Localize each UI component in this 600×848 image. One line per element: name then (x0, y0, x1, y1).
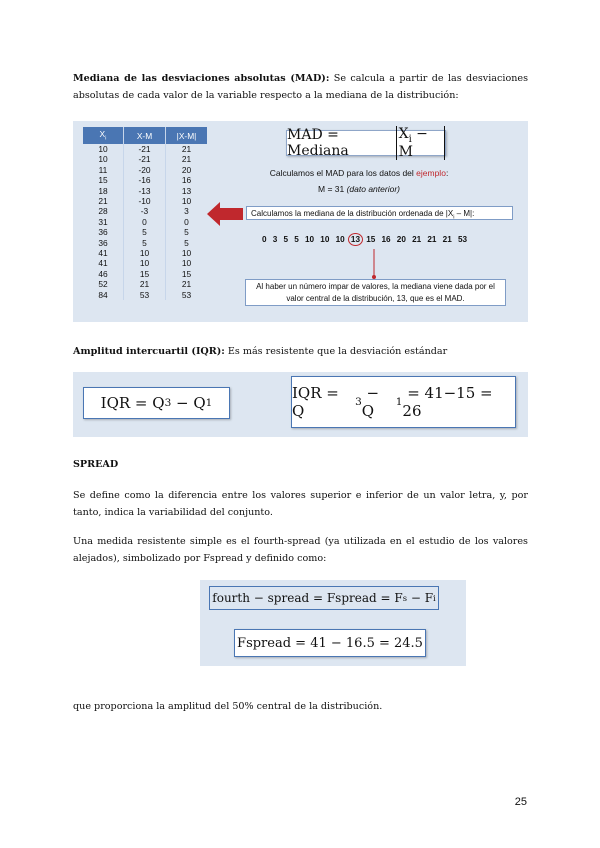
table-row (83, 238, 207, 248)
median-note: Al haber un número impar de valores, la mediana viene dada por el valor central de la distribución, 13, que es el MAD. (245, 279, 506, 306)
table-cell: 15 (181, 268, 192, 279)
spread-para2: Una medida resistente simple es el fourth-spread (ya utilizada en el estudio de los valores alejados), simbolizado por Fspread y definido como: (73, 536, 528, 564)
col-header-abs: |X-M| (166, 127, 208, 144)
table-cell: -21 (124, 144, 166, 154)
calc-text: Calculamos el MAD para los datos del ejemplo: (269, 168, 449, 178)
sorted-value: 5 (294, 235, 299, 244)
table-cell: 10 (83, 144, 124, 154)
fspread-result: Fspread = 41 − 16.5 = 24.5 (234, 629, 426, 657)
table-cell: 21 (181, 154, 192, 165)
sorted-value: 15 (366, 235, 376, 244)
table-cell: 41 (83, 258, 124, 268)
spread-para3: que proporciona la amplitud del 50% central de la distribución. (73, 701, 383, 712)
connector-line (369, 245, 379, 281)
median-value-circled: 13 (348, 233, 363, 246)
sorted-value: 10 (335, 235, 345, 244)
table-cell: 84 (83, 290, 124, 300)
col-header-x: $X_i$ (83, 127, 124, 144)
sorted-value: 20 (396, 235, 406, 244)
mad-title: Mediana de las desviaciones absolutas (MAD): (73, 73, 330, 84)
table-cell: 5 (184, 227, 189, 238)
left-arrow-icon (207, 202, 243, 226)
iqr-paragraph (73, 343, 528, 360)
col-header-x-m: X-M (124, 127, 166, 144)
table-cell: 18 (83, 186, 124, 196)
table-row (83, 217, 207, 227)
page-number: 25 (514, 796, 527, 808)
sorted-values (262, 235, 467, 244)
sorted-value: 0 (262, 235, 267, 244)
mad-formula: MAD = Mediana $X_i - M$ (286, 130, 446, 156)
mad-paragraph (73, 70, 528, 104)
table-row (83, 269, 207, 279)
table-cell: 3 (184, 206, 189, 217)
table-row (83, 206, 207, 216)
table-cell: 11 (83, 165, 124, 175)
table-cell: 10 (181, 258, 192, 269)
table-cell: 36 (83, 238, 124, 248)
mad-table (83, 127, 207, 300)
sorted-value: 21 (442, 235, 452, 244)
table-cell: 53 (124, 290, 166, 300)
table-cell: 10 (181, 248, 192, 259)
table-cell: -10 (124, 196, 166, 206)
table-cell: -3 (124, 206, 166, 216)
table-cell: 0 (184, 216, 189, 227)
table-row (83, 227, 207, 237)
table-row (83, 258, 207, 268)
table-cell: 21 (181, 279, 192, 290)
m-value: M = 31 (dato anterior) (318, 184, 400, 194)
table-cell: 21 (181, 144, 192, 154)
table-cell: 10 (124, 248, 166, 258)
table-cell: -21 (124, 154, 166, 164)
table-cell: 5 (124, 238, 166, 248)
sorted-value: 3 (272, 235, 278, 244)
mad-table-wrapper (83, 127, 207, 300)
sorted-value: 21 (412, 235, 422, 244)
table-cell: 21 (124, 279, 166, 289)
table-cell: 28 (83, 206, 124, 216)
iqr-text: Es más resistente que la desviación estándar (224, 346, 448, 357)
iqr-title: Amplitud intercuartil (IQR): (73, 346, 225, 357)
table-cell: 46 (83, 269, 124, 279)
table-cell: 31 (83, 217, 124, 227)
table-cell: 10 (83, 154, 124, 164)
table-cell: 13 (181, 185, 192, 196)
table-row (83, 144, 207, 154)
table-row (83, 175, 207, 185)
sorted-value: 5 (283, 235, 289, 244)
table-cell: 20 (181, 164, 192, 175)
sorted-value: 16 (381, 235, 391, 244)
table-cell: 41 (83, 248, 124, 258)
table-row (83, 154, 207, 164)
table-cell: -16 (124, 175, 166, 185)
sorted-value: 10 (305, 235, 315, 244)
spread-figure (200, 580, 466, 666)
iqr-figure (73, 372, 528, 437)
fourth-spread-formula: fourth − spread = Fspread = F s − F i (209, 586, 439, 610)
table-cell: 15 (124, 269, 166, 279)
table-cell: -20 (124, 165, 166, 175)
table-row (83, 165, 207, 175)
table-cell: 53 (181, 289, 192, 300)
table-cell: 0 (124, 217, 166, 227)
iqr-formula-left: IQR = Q 3 − Q 1 (83, 387, 230, 419)
iqr-formula-right: IQR = Q 3 − Q 1 = 41−15 = 26 (291, 376, 516, 428)
table-cell: 15 (83, 175, 124, 185)
table-cell: 5 (184, 237, 189, 248)
table-cell: 10 (124, 258, 166, 268)
table-row (83, 290, 207, 300)
spread-heading: SPREAD (73, 459, 119, 470)
table-row (83, 279, 207, 289)
table-row (83, 186, 207, 196)
table-cell: 5 (124, 227, 166, 237)
spread-para1: Se define como la diferencia entre los valores superior e inferior de un valor letra, y, por tanto, indica la variabilidad del conjunto. (73, 490, 528, 518)
table-row (83, 196, 207, 206)
sorted-value: 21 (427, 235, 437, 244)
table-cell: 36 (83, 227, 124, 237)
mad-text: Se calcula a partir de las desviaciones absolutas de cada valor de la variable respecto a la mediana de la distribución: (73, 73, 528, 101)
table-row (83, 248, 207, 258)
sorted-value: 53 (457, 235, 468, 244)
table-cell: 21 (83, 196, 124, 206)
mad-figure (73, 121, 528, 322)
example-link[interactable]: ejemplo (416, 168, 446, 178)
table-cell: 16 (181, 175, 192, 186)
table-cell: 10 (181, 196, 192, 207)
table-cell: 52 (83, 279, 124, 289)
sorted-value: 10 (320, 235, 330, 244)
median-box: Calculamos la mediana de la distribución ordenada de $|X_i - M|$: (246, 206, 513, 220)
table-cell: -13 (124, 186, 166, 196)
